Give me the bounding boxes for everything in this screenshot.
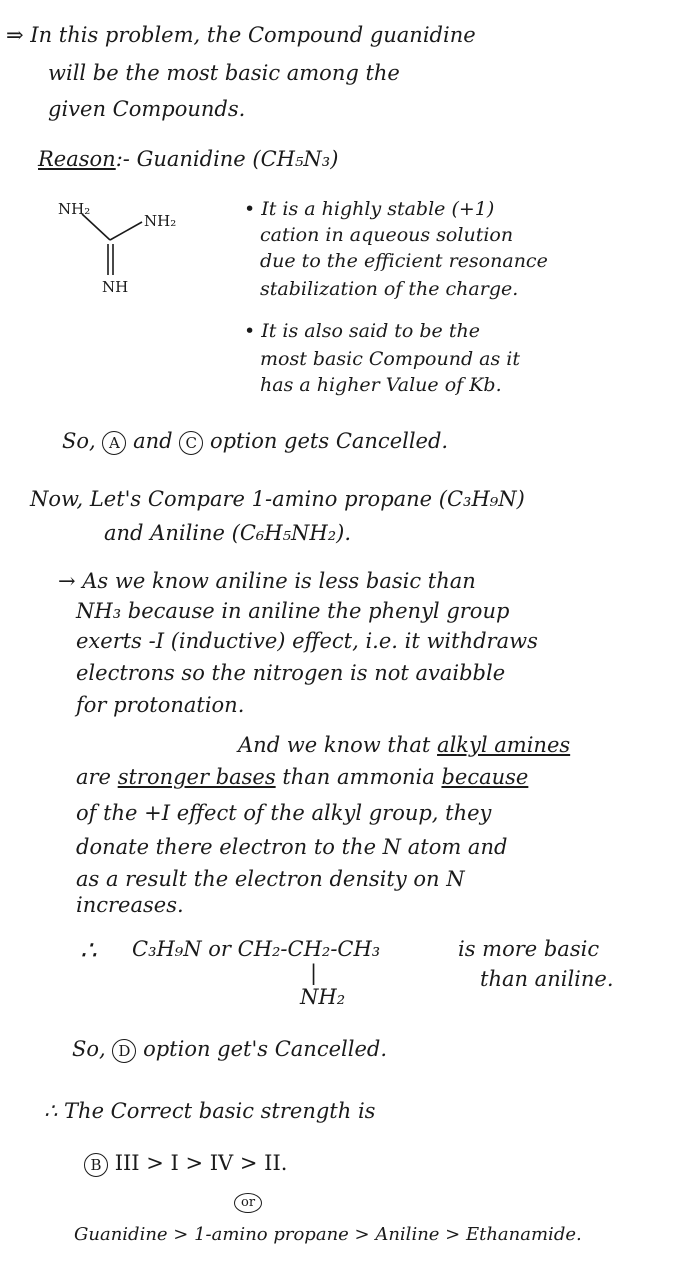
alkyl-amines-underlined: alkyl amines — [437, 733, 571, 757]
structure-nh2-right: NH₂ — [144, 212, 177, 230]
so1-post: option gets Cancelled. — [209, 429, 449, 453]
now-line-2: and Aniline (C₆H₅NH₂). — [104, 521, 352, 545]
final-line: ∴ The Correct basic strength is — [44, 1099, 376, 1123]
final-or — [234, 1186, 262, 1213]
para-line-9: donate there electron to the N atom and — [76, 835, 508, 859]
para-line-6-text: And we know that — [238, 733, 431, 757]
option-b-circle: B — [84, 1153, 108, 1177]
bullet2-line1: • It is also said to be the — [244, 320, 480, 342]
intro-line-1: ⇒ In this problem, the Compound guanidine — [6, 23, 476, 47]
para-line-7-are: are — [76, 765, 111, 789]
para-line-5: for protonation. — [76, 693, 245, 717]
structure-nh: NH — [102, 278, 129, 296]
para-line-10: as a result the electron density on N — [76, 867, 465, 891]
reason-text: :- Guanidine (CH₅N₃) — [115, 147, 339, 171]
para-line-4: electrons so the nitrogen is not avaibble — [76, 661, 506, 685]
reason-label: Reason — [38, 147, 116, 171]
final-order-line — [84, 1150, 287, 1177]
para-line-3: exerts -I (inductive) effect, i.e. it withdraws — [76, 629, 538, 653]
bullet1-line2: cation in aqueous solution — [260, 224, 514, 246]
so2-pre: So, — [72, 1037, 106, 1061]
para-line-11: increases. — [76, 893, 184, 917]
para-line-6 — [238, 732, 570, 758]
option-a-circle: A — [102, 431, 126, 455]
bullet2-line3: has a higher Value of Kb. — [260, 374, 502, 396]
therefore-nh2: NH₂ — [300, 985, 346, 1009]
bullet1-line1: • It is a highly stable (+1) — [244, 198, 495, 220]
bond-left — [82, 214, 110, 240]
para-line-2: NH₃ because in aniline the phenyl group — [76, 599, 510, 623]
para-line-8: of the +I effect of the alkyl group, they — [76, 801, 492, 825]
bullet1-line4: stabilization of the charge. — [260, 278, 519, 300]
bullet2-line2: most basic Compound as it — [260, 348, 520, 370]
therefore-bond: | — [310, 961, 318, 985]
therefore-symbol-1: ∴ — [80, 936, 97, 966]
so2-post: option get's Cancelled. — [143, 1037, 387, 1061]
because-underlined: because — [441, 765, 529, 789]
therefore-more-basic: is more basic — [458, 937, 600, 961]
now-line-1: Now, Let's Compare 1-amino propane (C₃H₉N) — [30, 487, 525, 511]
so1-pre: So, — [62, 429, 96, 453]
bullet1-line3: due to the efficient resonance — [260, 250, 548, 272]
final-names: Guanidine > 1-amino propane > Aniline > Ethanamide. — [74, 1224, 582, 1245]
stronger-bases-underlined: stronger bases — [117, 765, 276, 789]
option-c-circle: C — [179, 431, 203, 455]
intro-line-2: will be the most basic among the — [48, 61, 400, 85]
para-line-1: → As we know aniline is less basic than — [58, 569, 476, 593]
or-circle: or — [234, 1193, 262, 1213]
so1-line — [62, 428, 448, 455]
therefore-formula: C₃H₉N or CH₂-CH₂-CH₃ — [132, 937, 381, 961]
para-line-7 — [76, 764, 528, 790]
so2-line — [72, 1036, 387, 1063]
therefore-than-aniline: than aniline. — [480, 967, 614, 991]
structure-nh2-left: NH₂ — [58, 200, 91, 218]
para-line-7-mid: than ammonia — [282, 765, 435, 789]
bond-right — [110, 222, 142, 240]
final-order: III > I > IV > II. — [114, 1151, 288, 1175]
option-d-circle: D — [112, 1039, 136, 1063]
intro-line-3: given Compounds. — [48, 97, 246, 121]
so1-and: and — [133, 429, 173, 453]
